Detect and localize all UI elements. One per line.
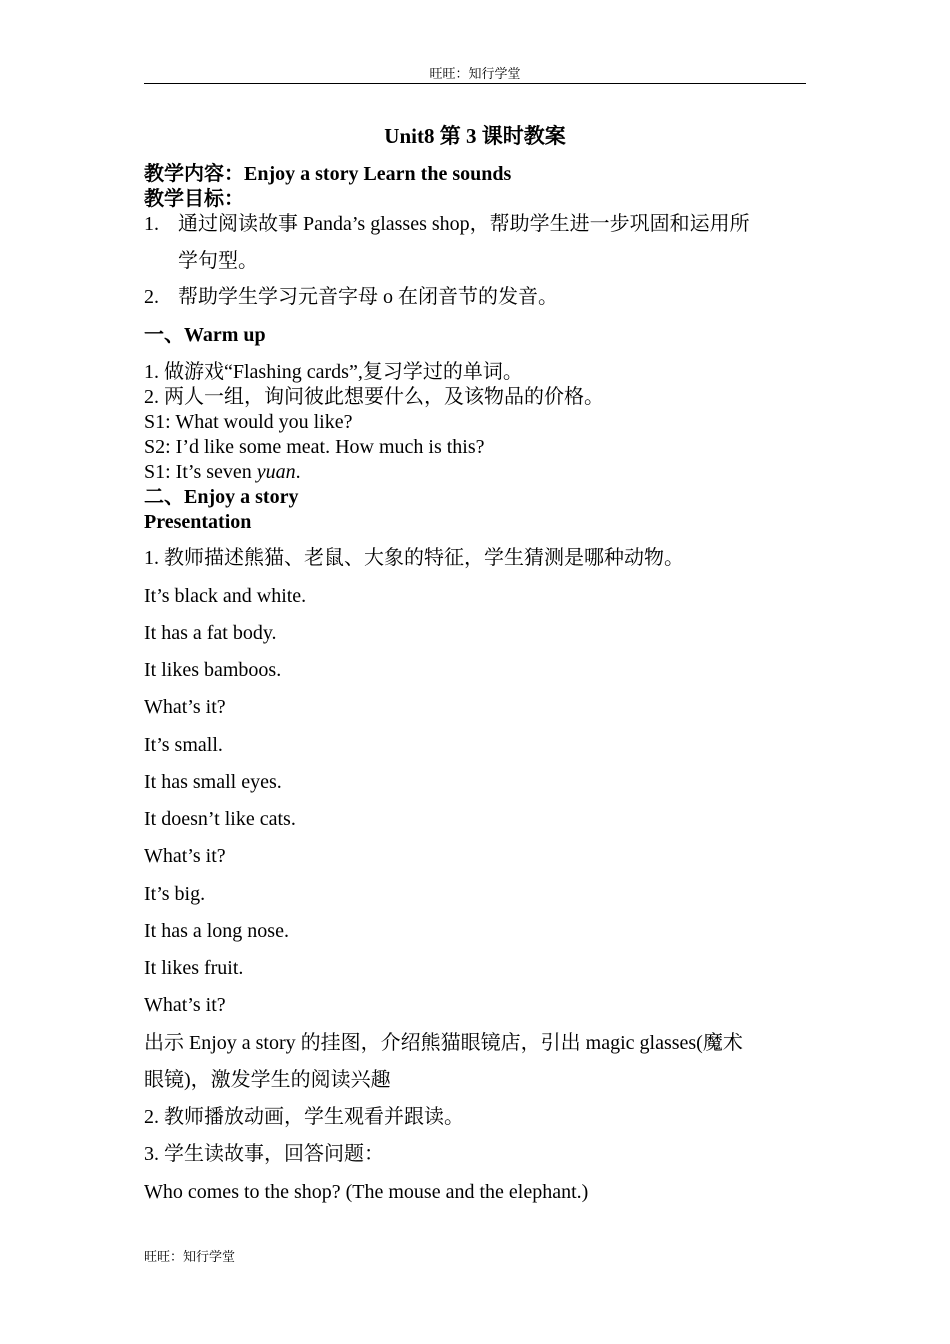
objective-text: 帮助学生学习元音字母 o 在闭音节的发音。 [178,286,558,308]
warmup-line: S2: I’d like some meat. How much is this? [144,436,485,458]
page-header: 旺旺：知行学堂 [429,66,521,81]
objectives-label: 教学目标： [144,188,244,210]
presentation-heading: Presentation [144,511,252,533]
dialogue-text: S1: It’s seven [144,461,257,483]
story-line: What’s it? [144,696,226,718]
story-line: What’s it? [144,994,226,1016]
page-title: Unit8 第 3 课时教案 [384,124,566,148]
story-paragraph: 出示 Enjoy a story 的挂图，介绍熊猫眼镜店，引出 magic glasses(魔术 [144,1032,743,1054]
objective-item-1 [144,211,750,237]
objective-text: 通过阅读故事 Panda’s glasses shop，帮助学生进一步巩固和运用所 [178,213,750,235]
story-line: It’s black and white. [144,585,307,607]
story-paragraph-cont: 眼镜)，激发学生的阅读兴趣 [144,1069,391,1091]
story-step: 2. 教师播放动画，学生观看并跟读。 [144,1106,464,1128]
story-step: 3. 学生读故事，回答问题： [144,1143,384,1165]
story-heading: 二、Enjoy a story [144,486,299,508]
content-label: 教学内容： [144,163,244,185]
warmup-line: 1. 做游戏“Flashing cards”,复习学过的单词。 [144,361,523,383]
warmup-line-last [144,459,301,485]
story-question: Who comes to the shop? (The mouse and the elephant.) [144,1181,589,1203]
story-line: What’s it? [144,845,226,867]
objective-number: 2. [144,286,159,308]
story-line: It has a fat body. [144,622,277,644]
warmup-heading: 一、Warm up [144,324,266,346]
warmup-line: 2. 两人一组，询问彼此想要什么，及该物品的价格。 [144,386,604,408]
warmup-line: S1: What would you like? [144,411,353,433]
story-line: It likes bamboos. [144,659,282,681]
dialogue-suffix: . [295,461,301,483]
content-line [144,161,511,187]
story-line: It’s big. [144,883,206,905]
content-text: Enjoy a story Learn the sounds [244,163,512,185]
header-rule [144,83,806,84]
objective-number: 1. [144,213,159,235]
story-line: It has small eyes. [144,771,282,793]
story-line: It has a long nose. [144,920,289,942]
story-line: It doesn’t like cats. [144,808,296,830]
page-footer: 旺旺：知行学堂 [144,1249,236,1264]
objective-item-2 [144,284,558,310]
story-line: It’s small. [144,734,223,756]
dialogue-italic: yuan [256,461,296,483]
story-line: 1. 教师描述熊猫、老鼠、大象的特征，学生猜测是哪种动物。 [144,547,684,569]
story-line: It likes fruit. [144,957,244,979]
objective-item-1-cont: 学句型。 [178,250,258,272]
